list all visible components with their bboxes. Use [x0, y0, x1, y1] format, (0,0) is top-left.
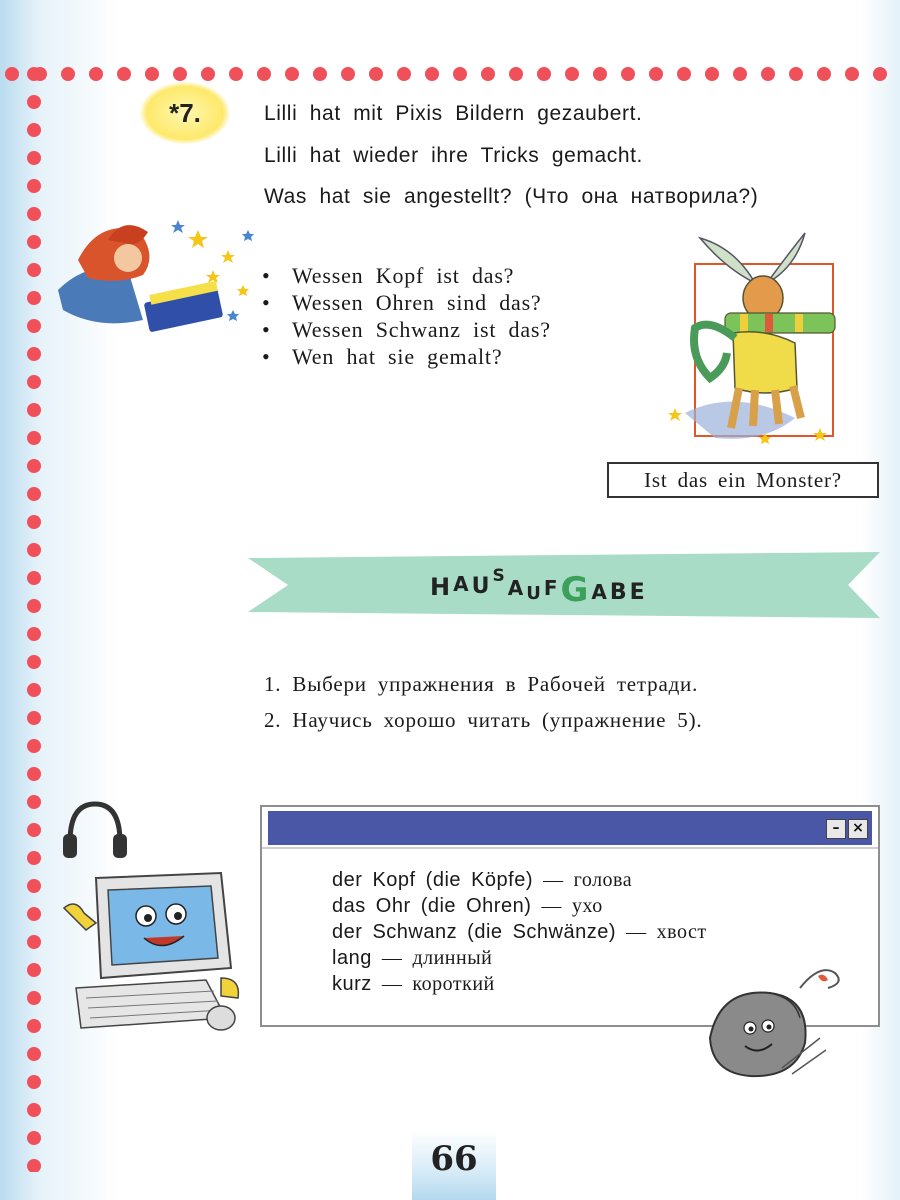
homework-title-letter: E — [629, 580, 648, 605]
border-dot — [593, 67, 607, 81]
homework-title-letter: U — [471, 574, 493, 599]
border-dot — [397, 67, 411, 81]
homework-title-letter: B — [609, 580, 630, 605]
border-dot — [27, 683, 41, 697]
border-dot — [873, 67, 887, 81]
dash: — — [541, 895, 562, 917]
border-dot — [27, 1131, 41, 1145]
dotted-border-left — [22, 62, 46, 1172]
border-dot — [27, 1019, 41, 1033]
russian-translation: длинный — [412, 947, 493, 969]
border-dot — [27, 235, 41, 249]
window-titlebar — [268, 811, 872, 845]
border-dot — [27, 431, 41, 445]
border-dot — [789, 67, 803, 81]
border-dot — [27, 767, 41, 781]
lilli-wizard-illustration — [48, 200, 258, 340]
border-dot — [313, 67, 327, 81]
homework-title-letter: A — [591, 580, 610, 604]
border-dot — [649, 67, 663, 81]
border-dot — [27, 823, 41, 837]
border-dot — [705, 67, 719, 81]
minimize-button[interactable]: – — [826, 819, 846, 839]
border-dot — [27, 123, 41, 137]
border-dot — [27, 1103, 41, 1117]
mouse-character-illustration — [700, 958, 850, 1083]
border-dot — [27, 347, 41, 361]
homework-title-letter: U — [526, 583, 544, 604]
border-dot — [27, 907, 41, 921]
computer-character-illustration — [56, 868, 246, 1038]
border-dot — [27, 263, 41, 277]
border-dot — [27, 739, 41, 753]
german-word: der Kopf (die Köpfe) — [332, 869, 533, 891]
homework-title-letter: G — [560, 570, 592, 610]
border-dot — [27, 515, 41, 529]
border-dot — [27, 655, 41, 669]
homework-title-letter: S — [492, 566, 508, 586]
question-text: Wessen Kopf ist das? — [292, 263, 515, 288]
border-dot — [621, 67, 635, 81]
border-dot — [27, 151, 41, 165]
vocabulary-entry — [332, 867, 707, 893]
vocabulary-entry — [332, 971, 707, 997]
border-dot — [27, 599, 41, 613]
bullet: • — [262, 344, 271, 369]
german-word: das Ohr (die Ohren) — [332, 895, 532, 917]
border-dot — [27, 67, 41, 81]
border-dot — [27, 1075, 41, 1089]
border-dot — [845, 67, 859, 81]
border-dot — [565, 67, 579, 81]
monster-question-box: Ist das ein Monster? — [607, 462, 879, 498]
question-text: Wessen Ohren sind das? — [292, 290, 542, 315]
border-dot — [27, 543, 41, 557]
border-dot — [341, 67, 355, 81]
border-dot — [285, 67, 299, 81]
homework-title — [430, 566, 648, 616]
task-line-2: Lilli hat wieder ihre Tricks gemacht. — [264, 144, 643, 167]
border-dot — [117, 67, 131, 81]
question-item — [262, 343, 551, 370]
question-list — [262, 262, 551, 370]
border-dot — [27, 1159, 41, 1172]
question-item — [262, 262, 551, 289]
task-line-1: Lilli hat mit Pixis Bildern gezaubert. — [264, 102, 643, 125]
bullet: • — [262, 317, 271, 342]
border-dot — [677, 67, 691, 81]
border-dot — [27, 207, 41, 221]
border-dot — [761, 67, 775, 81]
border-dot — [481, 67, 495, 81]
border-dot — [257, 67, 271, 81]
dash: — — [543, 869, 564, 891]
border-dot — [229, 67, 243, 81]
bullet: • — [262, 263, 271, 288]
window-controls — [826, 819, 868, 839]
dotted-border-top — [0, 62, 900, 86]
border-dot — [5, 67, 19, 81]
russian-translation: ухо — [571, 895, 603, 917]
border-dot — [27, 627, 41, 641]
border-dot — [27, 711, 41, 725]
question-item — [262, 316, 551, 343]
border-dot — [27, 95, 41, 109]
border-dot — [27, 291, 41, 305]
border-dot — [27, 851, 41, 865]
vocabulary-list — [332, 867, 707, 997]
border-dot — [27, 963, 41, 977]
border-dot — [27, 319, 41, 333]
border-dot — [27, 179, 41, 193]
border-dot — [453, 67, 467, 81]
close-button[interactable]: × — [848, 819, 868, 839]
homework-list — [264, 666, 702, 738]
homework-item: 2. Научись хорошо читать (упражнение 5). — [264, 708, 703, 732]
question-text: Wen hat sie gemalt? — [292, 344, 503, 369]
question-item — [262, 289, 551, 316]
border-dot — [145, 67, 159, 81]
border-dot — [425, 67, 439, 81]
vocabulary-entry — [332, 945, 707, 971]
border-dot — [27, 487, 41, 501]
homework-title-letter: H — [430, 573, 454, 601]
page-number: 66 — [412, 1130, 496, 1200]
german-word: lang — [332, 947, 372, 969]
exercise-number: *7. — [140, 82, 230, 144]
german-word: der Schwanz (die Schwänze) — [332, 921, 617, 943]
dash: — — [626, 921, 647, 943]
question-text: Wessen Schwanz ist das? — [292, 317, 551, 342]
homework-item: 1. Выбери упражнения в Рабочей тетради. — [264, 672, 699, 696]
border-dot — [61, 67, 75, 81]
border-dot — [27, 991, 41, 1005]
border-dot — [537, 67, 551, 81]
homework-title-letter: F — [543, 576, 561, 600]
border-dot — [27, 1047, 41, 1061]
bullet: • — [262, 290, 271, 315]
border-dot — [201, 67, 215, 81]
border-dot — [27, 879, 41, 893]
border-dot — [509, 67, 523, 81]
border-dot — [27, 571, 41, 585]
russian-translation: короткий — [412, 973, 495, 995]
vocabulary-entry — [332, 893, 707, 919]
russian-translation: голова — [573, 869, 633, 891]
border-dot — [27, 403, 41, 417]
russian-translation: хвост — [656, 921, 707, 943]
dash: — — [381, 947, 403, 969]
border-dot — [369, 67, 383, 81]
border-dot — [27, 375, 41, 389]
headphones-icon — [60, 798, 130, 864]
window-divider — [262, 847, 878, 849]
border-dot — [733, 67, 747, 81]
vocabulary-entry — [332, 919, 707, 945]
homework-title-letter: A — [507, 576, 527, 600]
dash: — — [381, 973, 403, 995]
border-dot — [27, 935, 41, 949]
border-dot — [27, 459, 41, 473]
border-dot — [27, 795, 41, 809]
homework-title-letter: A — [453, 572, 472, 596]
task-line-3: Was hat sie angestellt? (Что она натворила?) — [264, 185, 759, 208]
german-word: kurz — [332, 973, 372, 995]
border-dot — [89, 67, 103, 81]
monster-illustration — [655, 228, 845, 460]
border-dot — [173, 67, 187, 81]
border-dot — [817, 67, 831, 81]
